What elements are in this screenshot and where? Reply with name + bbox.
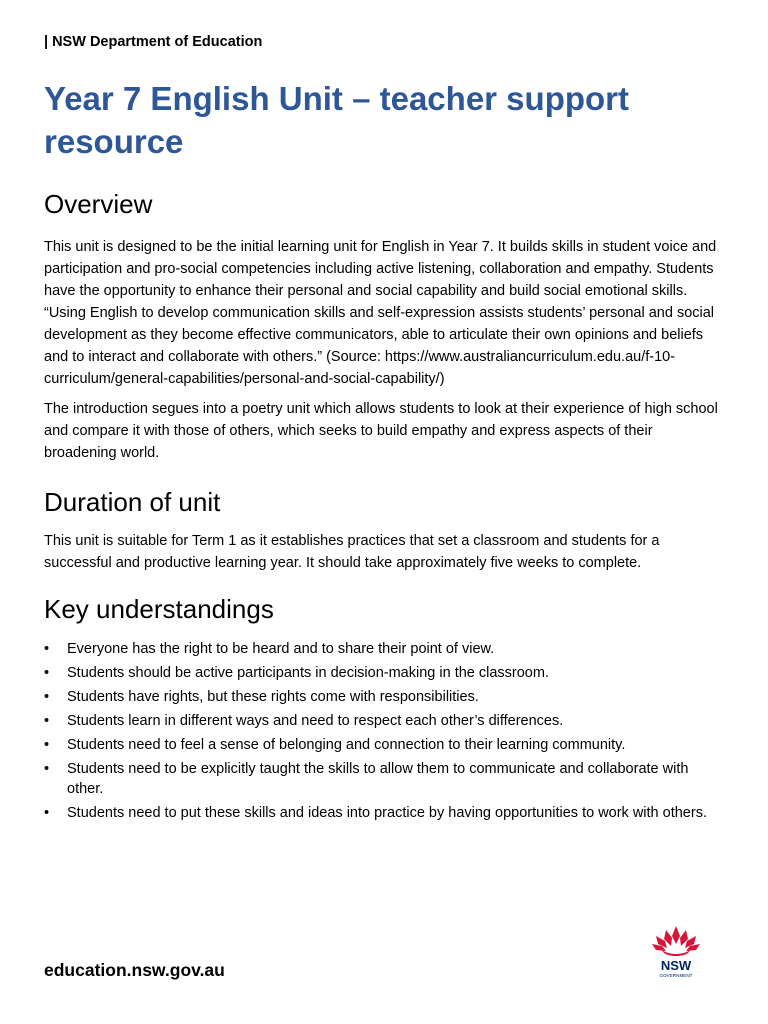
logo-wordmark: NSW bbox=[660, 958, 692, 973]
duration-heading: Duration of unit bbox=[44, 487, 221, 517]
list-item: • Students need to be explicitly taught the skills to allow them to communicate and collaborate with other. bbox=[44, 759, 724, 799]
footer-url: education.nsw.gov.au bbox=[44, 960, 225, 980]
logo-subtext: GOVERNMENT bbox=[659, 973, 693, 978]
document-body bbox=[44, 186, 724, 827]
page-title: Year 7 English Unit – teacher support resource bbox=[44, 80, 629, 160]
list-item: • Everyone has the right to be heard and to share their point of view. bbox=[44, 639, 724, 659]
list-item: • Students learn in different ways and need to respect each other’s differences. bbox=[44, 711, 724, 731]
list-item: • Students need to put these skills and ideas into practice by having opportunities to work with others. bbox=[44, 803, 724, 823]
nsw-government-logo bbox=[644, 922, 708, 980]
overview-paragraph-1: This unit is designed to be the initial learning unit for English in Year 7. It builds skills in student voice and participation and pro-social competencies including active listening, collaboration and empathy. Students have the opportunity to enhance their personal and social capability and build social emotional skills. “Using English to develop communication skills and self-expression assists students’ personal and social development as they become effective communicators, able to articulate their own opinions and beliefs and to interact and collaborate with others.” (Source: https://www.australiancurriculum.edu.au/f-10-curriculum/general-capabilities/personal-and-social-capability/) bbox=[44, 239, 717, 387]
duration-paragraph: This unit is suitable for Term 1 as it establishes practices that set a classroom and students for a successful and productive learning year. It should take approximately five weeks to complete. bbox=[44, 533, 660, 571]
overview-heading: Overview bbox=[44, 189, 153, 219]
list-item: • Students have rights, but these rights come with responsibilities. bbox=[44, 687, 724, 707]
list-item: • Students need to feel a sense of belonging and connection to their learning community. bbox=[44, 735, 724, 755]
waratah-flower-icon bbox=[652, 926, 700, 956]
overview-paragraph-2: The introduction segues into a poetry unit which allows students to look at their experience of high school and compare it with those of others, which seeks to build empathy and express aspects of their broadening world. bbox=[44, 401, 718, 461]
key-understandings-heading: Key understandings bbox=[44, 594, 274, 624]
key-understandings-list bbox=[44, 639, 724, 823]
list-item: • Students should be active participants in decision-making in the classroom. bbox=[44, 663, 724, 683]
department-header: | NSW Department of Education bbox=[44, 34, 263, 50]
